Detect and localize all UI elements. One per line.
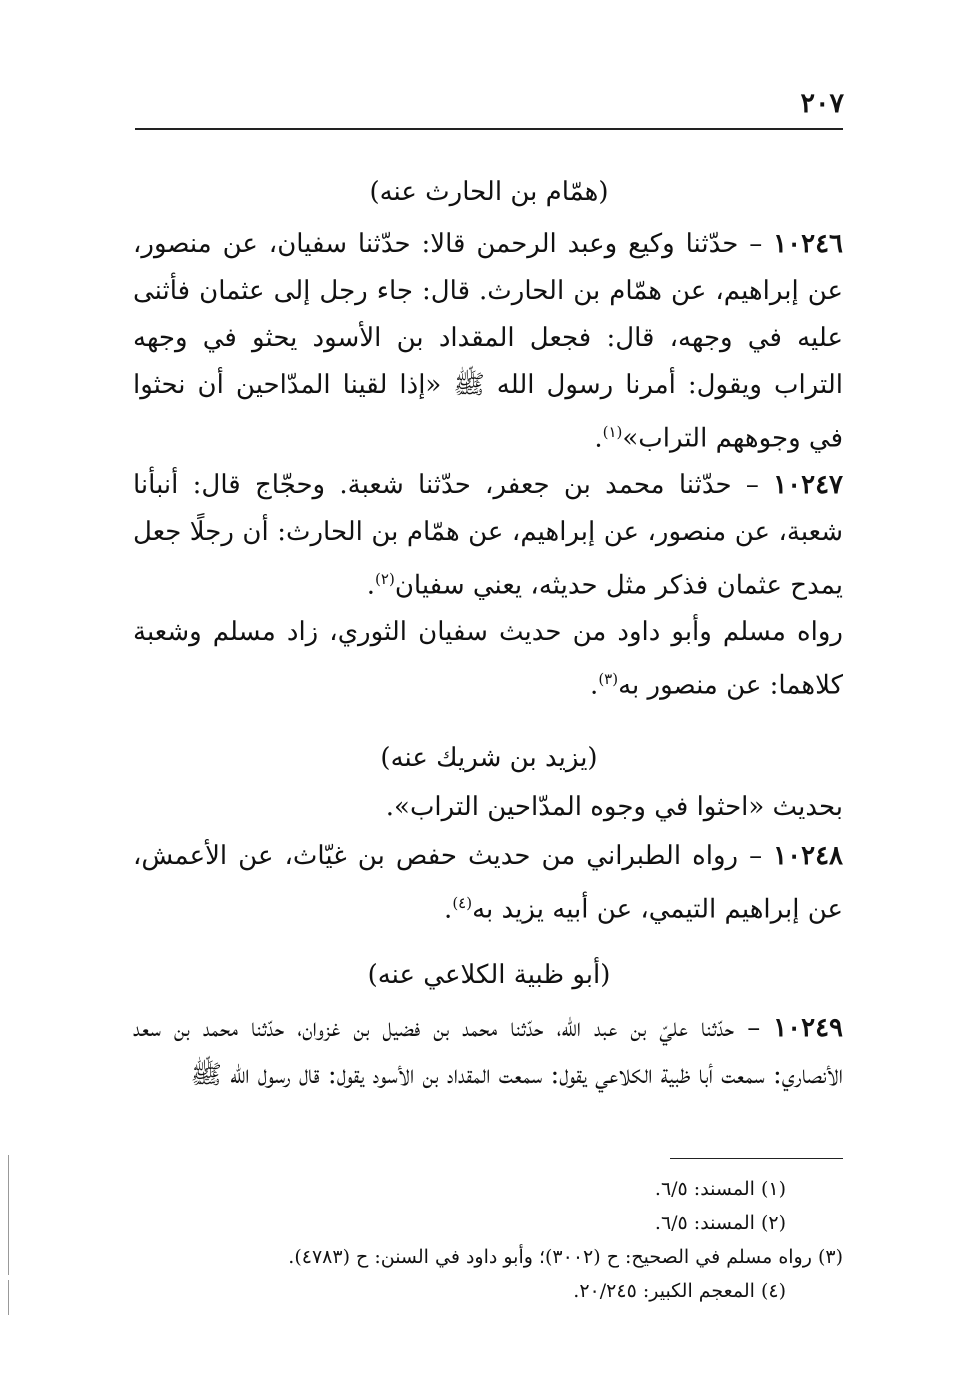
entry-text: – حدّثنا وكيع وعبد الرحمن قالا: حدّثنا سفيان، عن منصور، عن إبراهيم، عن همّام بن الحارث. قال: جاء رجل إلى عثمان فأثنى عليه في وجهه، قال: فجعل المقداد بن الأسود يحثو في وجهه التراب ويقول: أمرنا رسول الله ﷺ «إذا لقينا المدّاحين أن نحثوا في وجوههم التراب» [133,229,843,454]
entry-text: – حدّثنا عليّ بن عبد الله، حدّثنا محمد بن فضيل بن غزوان، حدّثنا محمد بن سعد الأنصاري: سمعت أبا ظبية الكلاعي يقول: سمعت المقداد بن الأسود يقول: قال رسول الله ﷺ [133,1013,843,1090]
footnote: (١) المسند: ٦/٥. [654,1178,786,1200]
entry-number: ١٠٢٤٩ [773,1013,843,1043]
page-number: ٢٠٧ [800,88,844,119]
footnote-ref: (١) [602,423,623,441]
entry-text: – حدّثنا محمد بن جعفر، حدّثنا شعبة. وحجّاج قال: أنبأنا شعبة، عن منصور، عن إبراهيم، عن همّام بن الحارث: أن رجلًا جعل يمدح عثمان فذكر مثل حديثه، يعني سفيان [133,470,843,601]
footnote: (٢) المسند: ٦/٥. [654,1212,786,1234]
section-heading: (يزيد بن شريك عنه) [380,743,598,773]
hadith-subject-line: بحديث «احثوا في وجوه المدّاحين التراب». [385,792,843,822]
entry-text: – رواه الطبراني من حديث حفص بن غيّاث، عن الأعمش، عن إبراهيم التيمي، عن أبيه يزيد به [133,841,843,925]
footnote: (٣) رواه مسلم في الصحيح: ح (٣٠٠٢)؛ وأبو داود في السنن: ح (٤٧٨٣). [288,1246,843,1268]
commentary-paragraph: رواه مسلم وأبو داود من حديث سفيان الثوري، زاد مسلم وشعبة كلاهما: عن منصور به$^{(٣)}$. [133,617,843,701]
footnote-ref: (٣) [598,670,619,688]
section-heading: (همّام بن الحارث عنه) [369,177,609,207]
entry-number: ١٠٢٤٨ [773,841,843,871]
section-heading: (أبو ظبية الكلاعي عنه) [367,960,611,990]
scan-margin-mark [8,1155,9,1275]
footnote: (٤) المعجم الكبير: ٢٠/٢٤٥. [573,1280,786,1302]
footnote-ref: (٢) [375,570,395,588]
footnote-divider [670,1158,843,1159]
hadith-entry [133,1005,843,1099]
entry-text: رواه مسلم وأبو داود من حديث سفيان الثوري، زاد مسلم وشعبة كلاهما: عن منصور به [133,617,843,701]
hadith-entry: ١٠٢٤٦ – حدّثنا وكيع وعبد الرحمن قالا: حدّثنا سفيان، عن منصور، عن إبراهيم، عن همّام بن الحارث. قال: جاء رجل إلى عثمان فأثنى عليه في وجهه، قال: فجعل المقداد بن الأسود يحثو في وجهه التراب ويقول: أمرنا رسول الله ﷺ «إذا لقينا المدّاحين أن نحثوا في وجوههم التراب»$^{(١)}$. [133,229,843,454]
entry-number: ١٠٢٤٦ [773,229,843,259]
footnote-ref: (٤) [452,894,473,912]
hadith-entry: ١٠٢٤٧ – حدّثنا محمد بن جعفر، حدّثنا شعبة. وحجّاج قال: أنبأنا شعبة، عن منصور، عن إبراهيم، عن همّام بن الحارث: أن رجلًا جعل يمدح عثمان فذكر مثل حديثه، يعني سفيان$^{(٢)}$. [133,470,843,601]
scan-margin-mark [8,1280,9,1315]
hadith-entry: ١٠٢٤٨ – رواه الطبراني من حديث حفص بن غيّاث، عن الأعمش، عن إبراهيم التيمي، عن أبيه يزيد به$^{(٤)}$. [133,841,843,925]
header-divider [135,128,843,130]
entry-number: ١٠٢٤٧ [773,470,843,500]
